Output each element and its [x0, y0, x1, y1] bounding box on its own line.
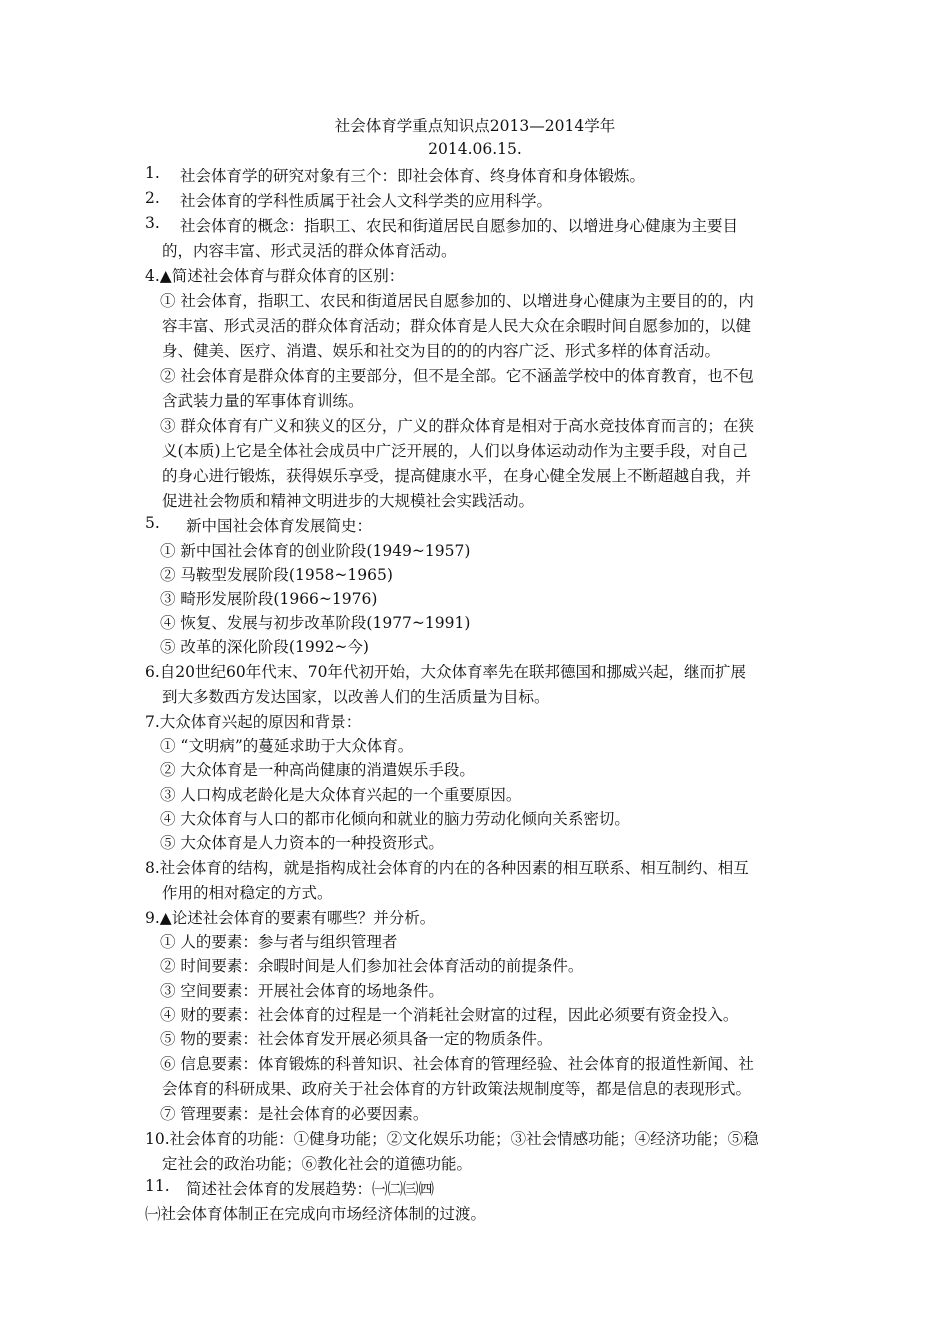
document-date: 2014.06.15. [428, 140, 522, 158]
list-item: ⑥ 信息要素：体育锻炼的科普知识、社会体育的管理经验、社会体育的报道性新闻、社 [160, 1055, 754, 1073]
item-text: 社会体育学的研究对象有三个：即社会体育、终身体育和身体锻炼。 [180, 167, 646, 185]
list-item-continued: 会体育的科研成果、政府关于社会体育的方针政策法规制度等，都是信息的表现形式。 [162, 1080, 752, 1098]
list-item: ⑤ 大众体育是人力资本的一种投资形式。 [160, 834, 444, 852]
document-title: 社会体育学重点知识点2013—2014学年 [334, 117, 616, 135]
paragraph-line: 8.社会体育的结构，就是指构成社会体育的内在的各种因素的相互联系、相互制约、相互 [145, 859, 749, 877]
list-item: ② 马鞍型发展阶段(1958~1965) [160, 566, 393, 584]
paragraph-line: 容丰富、形式灵活的群众体育活动；群众体育是人民大众在余暇时间自愿参加的，以健 [162, 317, 752, 335]
list-item: ④ 财的要素：社会体育的过程是一个消耗社会财富的过程，因此必须要有资金投入。 [160, 1006, 739, 1024]
item-text-continued: 的，内容丰富、形式灵活的群众体育活动。 [162, 242, 457, 260]
item-text: 简述社会体育的发展趋势：㈠㈡㈢㈣ [186, 1180, 435, 1198]
paragraph-line: 6.自20世纪60年代末、70年代初开始，大众体育率先在联邦德国和挪威兴起，继而扩展 [145, 663, 746, 681]
section-heading: 7.大众体育兴起的原因和背景： [145, 713, 362, 731]
paragraph-line: 的身心进行锻炼，获得娱乐享受，提高健康水平，在身心健全发展上不断超越自我，并 [162, 467, 752, 485]
item-text: 社会体育的学科性质属于社会人文科学类的应用科学。 [180, 192, 553, 210]
item-text: 社会体育的概念：指职工、农民和街道居民自愿参加的、以增进身心健康为主要目 [180, 217, 739, 235]
paragraph-line: ② 社会体育是群众体育的主要部分，但不是全部。它不涵盖学校中的体育教育，也不包 [160, 367, 754, 385]
list-item: ④ 恢复、发展与初步改革阶段(1977~1991) [160, 614, 471, 632]
list-item: ② 时间要素：余暇时间是人们参加社会体育活动的前提条件。 [160, 957, 584, 975]
paragraph-line: ① 社会体育，指职工、农民和街道居民自愿参加的、以增进身心健康为主要目的的，内 [160, 292, 754, 310]
paragraph-line: 身、健美、医疗、消遣、娱乐和社交为目的的的内容广泛、形式多样的体育活动。 [162, 342, 721, 360]
section-heading: 4.▲简述社会体育与群众体育的区别： [145, 267, 405, 285]
list-item: ⑤ 物的要素：社会体育发开展必须具备一定的物质条件。 [160, 1030, 553, 1048]
item-number: 2. [145, 189, 160, 207]
paragraph-line: ③ 群众体育有广义和狭义的区分，广义的群众体育是相对于高水竞技体育而言的；在狭 [160, 417, 754, 435]
paragraph-line: 作用的相对稳定的方式。 [162, 884, 333, 902]
list-item: ③ 畸形发展阶段(1966~1976) [160, 590, 378, 608]
paragraph-line: 到大多数西方发达国家，以改善人们的生活质量为目标。 [162, 688, 550, 706]
list-item: ① 人的要素：参与者与组织管理者 [160, 933, 398, 951]
item-number: 5. [145, 514, 160, 532]
paragraph-line: ㈠社会体育体制正在完成向市场经济体制的过渡。 [145, 1205, 487, 1223]
section-heading: 9.▲论述社会体育的要素有哪些？并分析。 [145, 909, 436, 927]
item-number: 1. [145, 164, 160, 182]
paragraph-line: 含武装力量的军事体育训练。 [162, 392, 364, 410]
paragraph-line: 促进社会物质和精神文明进步的大规模社会实践活动。 [162, 492, 535, 510]
item-text: 新中国社会体育发展简史： [186, 517, 373, 535]
item-number: 11. [145, 1177, 170, 1195]
list-item: ⑤ 改革的深化阶段(1992~今) [160, 638, 369, 656]
paragraph-line: 10.社会体育的功能：①健身功能；②文化娱乐功能；③社会情感功能；④经济功能；⑤稳 [145, 1130, 759, 1148]
item-number: 3. [145, 214, 160, 232]
list-item: ① “文明病”的蔓延求助于大众体育。 [160, 737, 414, 755]
list-item: ④ 大众体育与人口的都市化倾向和就业的脑力劳动化倾向关系密切。 [160, 810, 630, 828]
list-item: ② 大众体育是一种高尚健康的消遣娱乐手段。 [160, 761, 475, 779]
list-item: ③ 人口构成老龄化是大众体育兴起的一个重要原因。 [160, 786, 522, 804]
list-item: ⑦ 管理要素：是社会体育的必要因素。 [160, 1105, 429, 1123]
list-item: ① 新中国社会体育的创业阶段(1949~1957) [160, 542, 471, 560]
paragraph-line: 义(本质)上它是全体社会成员中广泛开展的，人们以身体运动动作为主要手段，对自己 [162, 442, 748, 460]
list-item: ③ 空间要素：开展社会体育的场地条件。 [160, 982, 444, 1000]
paragraph-line: 定社会的政治功能；⑥教化社会的道德功能。 [162, 1155, 473, 1173]
